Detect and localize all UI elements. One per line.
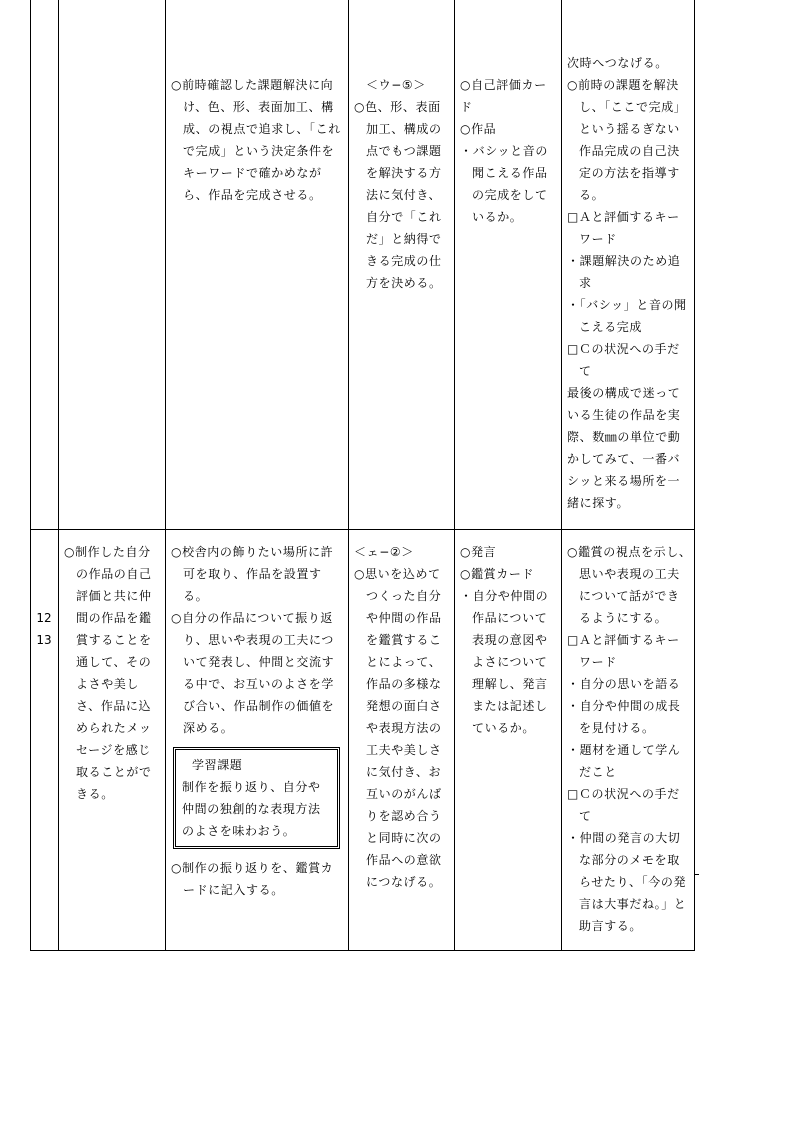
row2-guidance-line: ・自分の思いを語る <box>567 677 681 691</box>
row2-content-cell <box>171 541 344 901</box>
lesson-plan-table <box>30 0 695 951</box>
row2-guidance-line: □Ｃの状況への手だて <box>567 787 680 823</box>
row2-guidance-line: ・自分や仲間の成長を見付ける。 <box>567 699 681 735</box>
row1-method-2: ○作品 <box>460 122 497 136</box>
learning-task-title: 学習課題 <box>192 758 243 772</box>
row1-guidance-line: 次時へつなげる。 <box>567 56 668 70</box>
row2-guidance-cell <box>567 541 692 937</box>
table-border-bottom <box>30 950 695 951</box>
column-divider <box>58 0 59 951</box>
row1-content-text: ○前時確認した課題解決に向け、色、形、表面加工、構成、の視点で追求し、「これで完成」という決定条件をキーワードで確かめながら、作品を完成させる。 <box>171 78 341 202</box>
lesson-hour-1: 12 <box>36 611 52 625</box>
row1-perspective-text: ○色、形、表面加工、構成の点でもつ課題を解決する方法に気付き、自分で「これだ」と納得できる完成の仕方を決める。 <box>354 100 442 290</box>
row1-method-cell <box>460 74 558 228</box>
row2-criteria: ・自分や仲間の作品について表現の意図やよさについて理解し、発言または記述しているか。 <box>460 589 549 735</box>
lesson-hour-number <box>30 607 58 651</box>
column-divider <box>348 0 349 951</box>
row2-goal-cell <box>64 541 162 805</box>
row2-method-2: ○鑑賞カード <box>460 567 535 581</box>
row2-guidance-line: ・仲間の発言の大切な部分のメモを取らせたり、「今の発言は大事だね。」と助言する。 <box>567 831 687 933</box>
row1-guidance-line: ○前時の課題を解決し、「ここで完成」という揺るぎない作品完成の自己決定の方法を指導する。 <box>567 78 687 202</box>
row1-method-1: ○自己評価カード <box>460 78 547 114</box>
column-divider <box>165 0 166 951</box>
row2-guidance-line: □Ａと評価するキーワード <box>567 633 680 669</box>
column-divider <box>454 0 455 951</box>
table-border-right <box>694 0 695 951</box>
row2-perspective-code: ＜ェ−②＞ <box>354 545 414 559</box>
row1-perspective-cell <box>354 74 451 294</box>
row2-content-2: ○自分の作品について振り返り、思いや表現の工夫について発表し、仲間と交流する中で、お互いのよさを学び合い、作品制作の価値を深める。 <box>171 611 335 735</box>
margin-tick-mark <box>695 874 699 875</box>
row2-guidance-line: ・題材を通して学んだこと <box>567 743 681 779</box>
table-border-left <box>30 0 31 951</box>
row2-method-1: ○発言 <box>460 545 497 559</box>
learning-task-box <box>173 747 340 849</box>
row1-guidance-line: ・課題解決のため追求 <box>567 254 681 290</box>
row1-guidance-line: □Ｃの状況への手だて <box>567 342 680 378</box>
row1-criteria: ・バシッと音の聞こえる作品の完成をしているか。 <box>460 144 548 224</box>
row1-guidance-line: □Ａと評価するキーワード <box>567 210 680 246</box>
row2-perspective-cell <box>354 541 451 893</box>
row1-guidance-line: 最後の構成で迷っている生徒の作品を実際、数㎜の単位で動かしてみて、一番バシッと来る場所を一緒に探す。 <box>567 386 681 510</box>
row2-perspective-text: ○思いを込めてつくった自分や仲間の作品を鑑賞することによって、作品の多様な発想の面白さや表現方法の工夫や美しさに気付き、お互いのがんばりを認め合うと同時に次の作品への意欲につなげる。 <box>354 567 442 889</box>
lesson-hour-2: 13 <box>36 633 52 647</box>
row1-perspective-code: ＜ウ−⑤＞ <box>366 78 426 92</box>
row1-guidance-cell <box>567 52 692 514</box>
row2-content-3: ○制作の振り返りを、鑑賞カードに記入する。 <box>171 861 334 897</box>
row2-content-1: ○校舎内の飾りたい場所に許可を取り、作品を設置する。 <box>171 545 334 603</box>
row2-method-cell <box>460 541 558 739</box>
row1-content-cell <box>171 74 344 206</box>
row2-goal-text: ○制作した自分の作品の自己評価と共に仲間の作品を鑑賞することを通して、そのよさや美しさ、作品に込められたメッセージを感じ取ることができる。 <box>64 545 152 801</box>
row1-guidance-line: ・「バシッ」と音の聞こえる完成 <box>567 298 687 334</box>
row2-guidance-line: ○鑑賞の視点を示し、思いや表現の工夫について話ができるようにする。 <box>567 545 692 625</box>
learning-task-text: 制作を振り返り、自分や仲間の独創的な表現方法のよさを味わおう。 <box>182 780 321 838</box>
row-divider <box>30 529 695 530</box>
column-divider <box>561 0 562 951</box>
